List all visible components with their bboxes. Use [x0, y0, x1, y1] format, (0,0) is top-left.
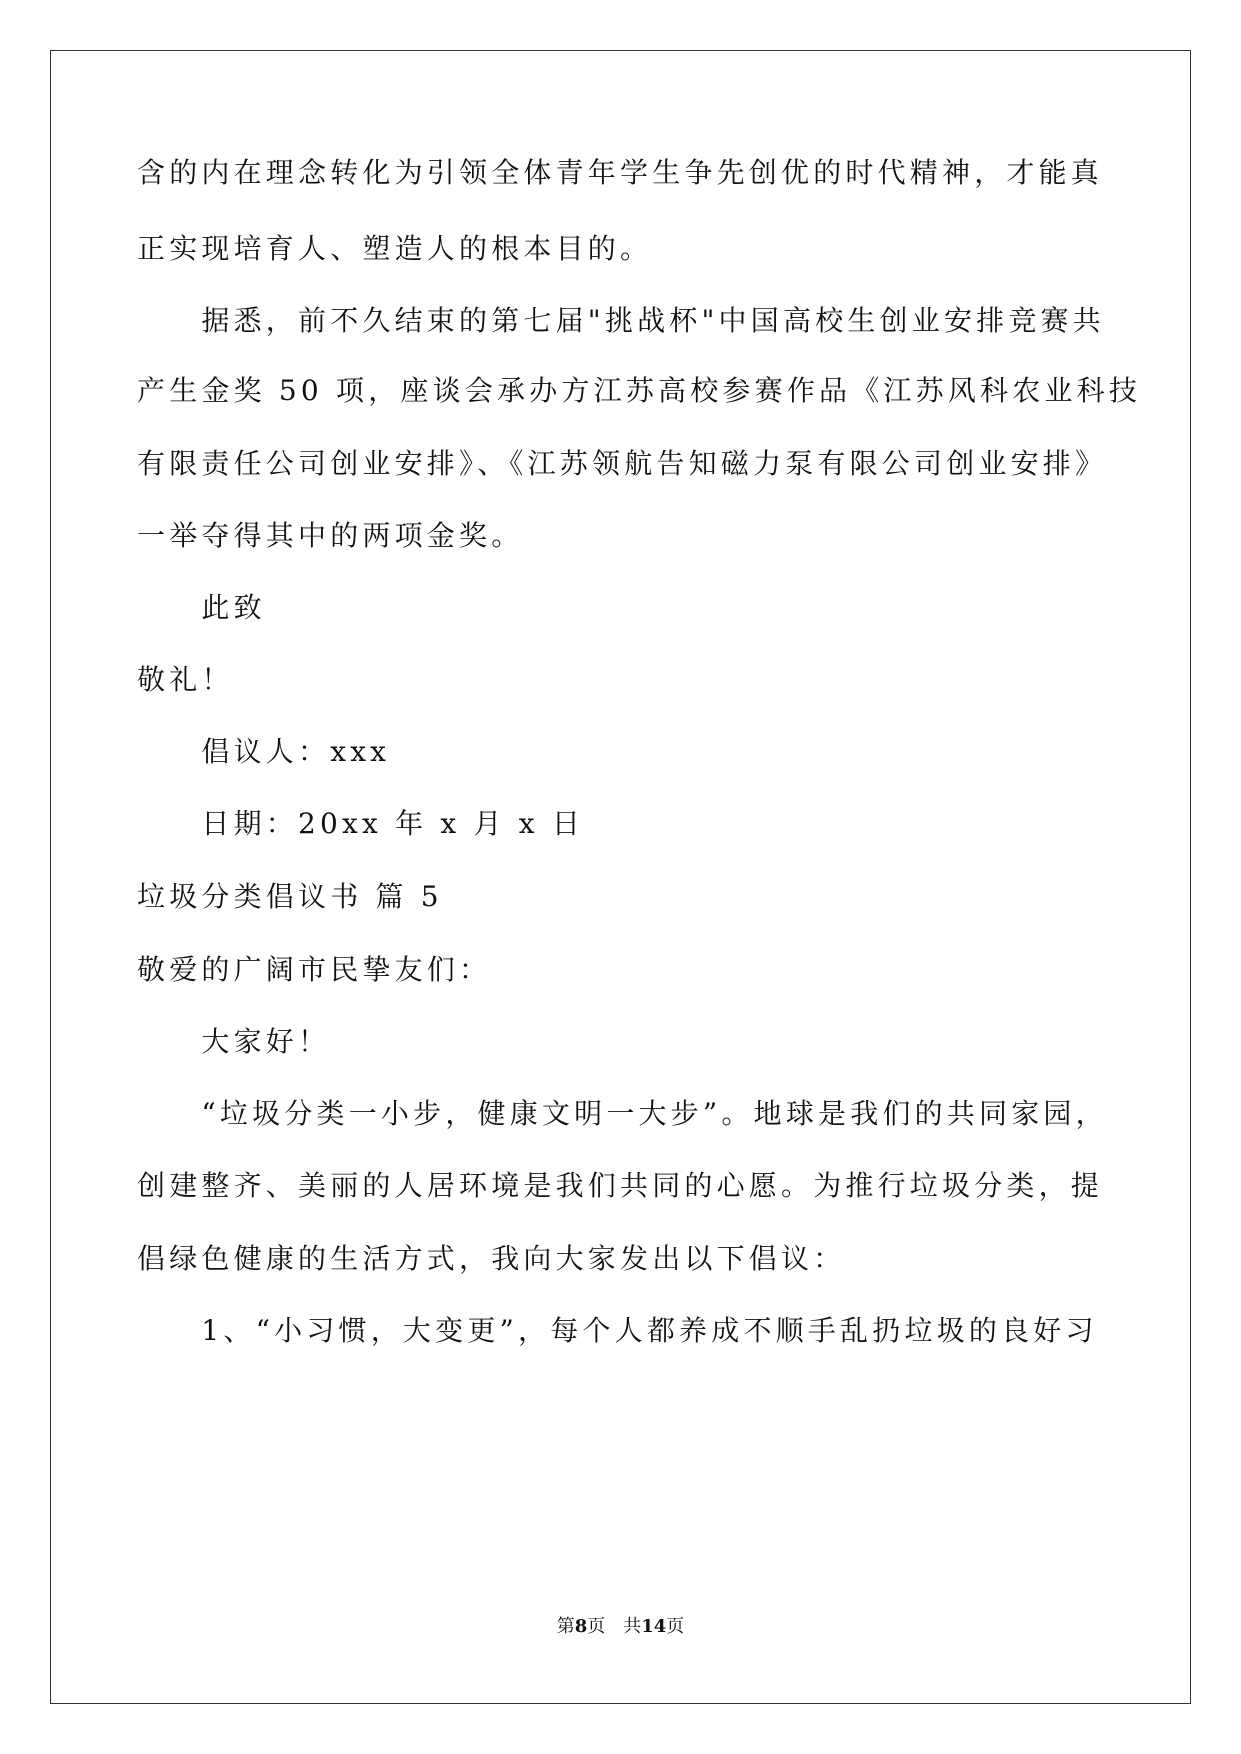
section-heading: 垃圾分类倡议书 篇 5: [137, 880, 443, 913]
text-line: “垃圾分类一小步，健康文明一大步”。地球是我们的共同家园，: [137, 1097, 1108, 1130]
salutation: 敬礼！: [137, 663, 234, 696]
text-line: 1、“小习惯，大变更”，每个人都养成不顺手乱扔垃圾的良好习: [137, 1314, 1098, 1347]
initiator-line: 倡议人：xxx: [137, 735, 391, 768]
page-total: 14: [641, 1616, 667, 1637]
text-line: 一举夺得其中的两项金奖。: [137, 519, 524, 552]
page-suffix: 页: [587, 1616, 606, 1637]
date-line: 日期：20xx 年 x 月 x 日: [137, 807, 585, 840]
closing-phrase: 此致: [137, 591, 266, 624]
page-current: 8: [574, 1616, 588, 1637]
text-line: 有限责任公司创业安排》、《江苏领航告知磁力泵有限公司创业安排》: [137, 447, 1108, 480]
text-line: 正实现培育人、塑造人的根本目的。: [137, 232, 653, 265]
text-line: 创建整齐、美丽的人居环境是我们共同的心愿。为推行垃圾分类，提: [137, 1169, 1104, 1202]
total-suffix: 页: [666, 1616, 685, 1637]
greeting-line: 敬爱的广阔市民挚友们：: [137, 953, 492, 986]
text-line: 产生金奖 50 项，座谈会承办方江苏高校参赛作品《江苏风科农业科技: [137, 374, 1142, 407]
greeting-hello: 大家好！: [137, 1025, 331, 1058]
text-line: 倡绿色健康的生活方式，我向大家发出以下倡议：: [137, 1242, 846, 1275]
page-footer: [0, 1615, 1241, 1639]
text-line: 据悉，前不久结束的第七届"挑战杯"中国高校生创业安排竞赛共: [137, 304, 1105, 337]
page-prefix: 第: [556, 1616, 575, 1637]
total-prefix: 共: [623, 1616, 642, 1637]
text-line: 含的内在理念转化为引领全体青年学生争先创优的时代精神，才能真: [137, 156, 1104, 189]
